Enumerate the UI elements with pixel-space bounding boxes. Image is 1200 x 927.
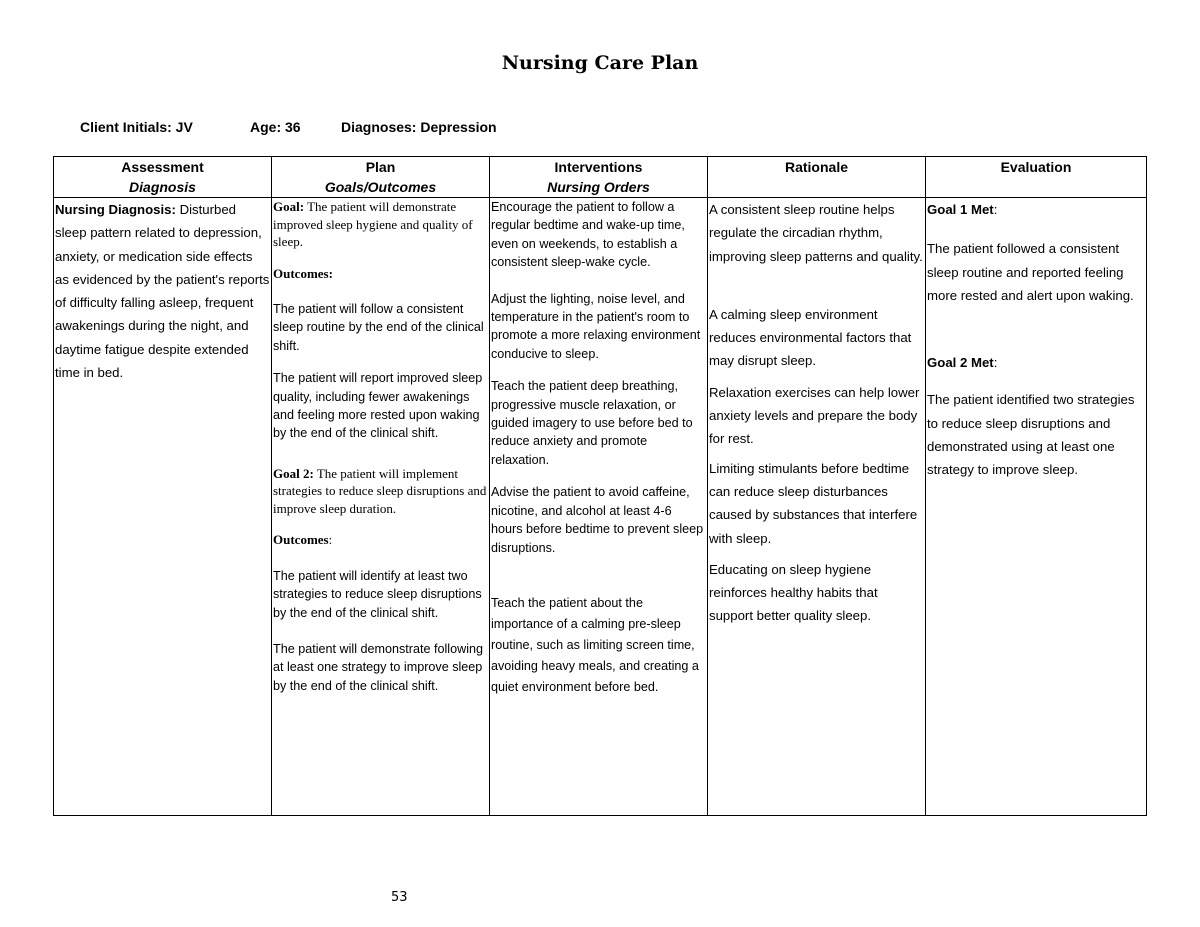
outcome-1a: The patient will follow a consistent sleep routine by the end of the clinical shift.: [273, 302, 484, 353]
header-main-label: Evaluation: [1000, 159, 1072, 175]
intervention-item: Teach the patient deep breathing, progressive muscle relaxation, or guided imagery to use before bed to reduce anxiety and promote relaxation.: [491, 379, 693, 467]
header-interventions: [490, 157, 708, 198]
client-initials: Client Initials: JV: [80, 119, 193, 135]
goal2-text: The patient will implement strategies to reduce sleep disruptions and improve sleep duration.: [273, 465, 487, 516]
outcome-2a: The patient will identify at least two strategies to reduce sleep disruptions by the end of the clinical shift.: [273, 568, 482, 620]
rationale-cell: [708, 198, 926, 816]
header-sub-label: Goals/Outcomes: [324, 179, 437, 195]
goal1-text: The patient will demonstrate improved sleep hygiene and quality of sleep.: [273, 199, 473, 249]
header-main-label: Plan: [365, 159, 396, 175]
outcomes1-label: Outcomes:: [273, 265, 333, 281]
header-main-label: Rationale: [784, 159, 848, 175]
eval-goal1-colon: :: [993, 202, 998, 217]
plan-cell: [272, 198, 490, 816]
header-evaluation: [926, 157, 1147, 198]
client-age: Age: 36: [250, 119, 301, 135]
header-sub-label: Diagnosis: [129, 179, 196, 195]
outcome-2b: The patient will demonstrate following at least one strategy to improve sleep by the end of the clinical shift.: [273, 642, 484, 693]
intervention-item: Advise the patient to avoid caffeine, nicotine, and alcohol at least 4-6 hours before bedtime to prevent sleep disruptions.: [491, 485, 704, 555]
client-diagnoses: Diagnoses: Depression: [341, 119, 497, 135]
header-assessment: [54, 157, 272, 198]
table-header-row: [54, 157, 1147, 198]
intervention-item: Adjust the lighting, noise level, and temperature in the patient's room to promote a more relaxing environment conducive to sleep.: [491, 291, 701, 361]
eval-goal2-label: Goal 2 Met: [927, 355, 994, 371]
header-plan: [272, 157, 490, 198]
interventions-cell: [490, 198, 708, 816]
assessment-cell: [54, 198, 272, 816]
nursing-diagnosis-label: Nursing Diagnosis:: [55, 202, 176, 217]
header-sub-label: Nursing Orders: [547, 179, 650, 195]
rationale-item: Educating on sleep hygiene reinforces healthy habits that support better quality sleep.: [709, 561, 878, 624]
outcomes2-colon: :: [328, 532, 333, 548]
rationale-item: A calming sleep environment reduces environmental factors that may disrupt sleep.: [709, 306, 912, 369]
eval-goal2-colon: :: [993, 355, 998, 371]
rationale-item: Limiting stimulants before bedtime can reduce sleep disturbances caused by substances that interfere with sleep.: [709, 460, 918, 546]
eval-goal2-text: The patient identified two strategies to reduce sleep disruptions and demonstrated using at least one strategy to improve sleep.: [927, 392, 1135, 478]
nursing-diagnosis-text: Disturbed sleep pattern related to depression, anxiety, or medication side effects as evidenced by the patient's reports of difficulty falling asleep, frequent awakenings during the night, and daytime fatigue despite extended time in bed.: [55, 202, 270, 381]
page-number: 53: [391, 890, 408, 905]
page-title: Nursing Care Plan: [501, 52, 699, 74]
evaluation-cell: [926, 198, 1147, 816]
rationale-item: A consistent sleep routine helps regulate the circadian rhythm, improving sleep patterns and quality.: [709, 202, 923, 264]
rationale-item: Relaxation exercises can help lower anxiety levels and prepare the body for rest.: [709, 384, 920, 447]
header-rationale: [708, 157, 926, 198]
intervention-item: Teach the patient about the importance of a calming pre-sleep routine, such as limiting screen time, avoiding heavy meals, and creating a quiet environment before bed.: [491, 595, 699, 694]
outcomes2-label: Outcomes: [273, 532, 329, 548]
table-body-row: [54, 198, 1147, 816]
outcome-1b: The patient will report improved sleep quality, including fewer awakenings and feeling more rested upon waking by the end of the clinical shift.: [273, 371, 483, 441]
eval-goal1-text: The patient followed a consistent sleep routine and reported feeling more rested and alert upon waking.: [927, 241, 1134, 303]
goal2-label: Goal 2:: [273, 465, 314, 481]
header-main-label: Assessment: [121, 159, 204, 175]
goal1-label: Goal:: [273, 199, 305, 214]
header-main-label: Interventions: [554, 159, 643, 175]
care-plan-table: [53, 156, 1147, 816]
intervention-item: Encourage the patient to follow a regular bedtime and wake-up time, even on weekends, to establish a consistent sleep-wake cycle.: [491, 200, 685, 270]
eval-goal1-label: Goal 1 Met: [927, 202, 994, 217]
